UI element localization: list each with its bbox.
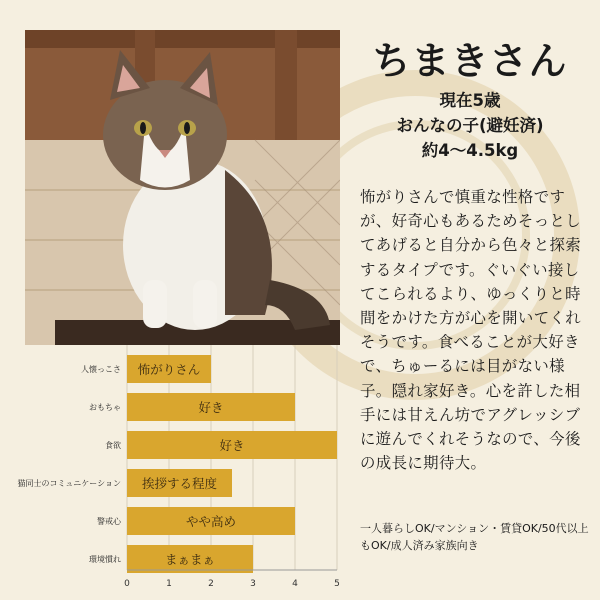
category-label: 環境慣れ xyxy=(89,555,121,564)
cat-description: 怖がりさんで慎重な性格ですが、好奇心もあるためそっとしてあげると自分から色々と探索するタイプです。ぐいぐい接してこられるより、ゆっくりと時間をかけた方が心を開いてくれそうです。食べることが大好きで、ちゅーるには目がない様子。隠れ家好き。心を許した相手には甘えん坊でアグレッシブに遊んでくれそうなので、今後の成長に期待大。 xyxy=(360,188,582,473)
cat-sex: おんなの子(避妊済) xyxy=(396,116,544,135)
bar-value-label: 挨拶する程度 xyxy=(141,476,218,491)
personality-bar-chart xyxy=(0,345,350,600)
bar-value-label: まぁまぁ xyxy=(164,552,216,567)
cat-name: ちまきさん xyxy=(372,39,568,83)
x-tick-label: 2 xyxy=(208,579,214,589)
bar-value-label: 好き xyxy=(198,400,224,415)
cat-photo xyxy=(25,30,340,345)
category-label: 警戒心 xyxy=(97,517,121,526)
cat-weight: 約4〜4.5kg xyxy=(421,141,519,160)
bar-value-label: やや高め xyxy=(185,514,237,529)
category-label: 猫同士のコミュニケーション xyxy=(17,479,121,488)
x-tick-label: 4 xyxy=(292,579,298,589)
category-label: 人懐っこさ xyxy=(81,365,121,374)
x-tick-label: 5 xyxy=(334,579,340,589)
category-label: 食欲 xyxy=(105,441,121,450)
cat-age: 現在5歳 xyxy=(439,91,501,110)
bar-value-label: 好き xyxy=(219,438,245,453)
x-tick-label: 1 xyxy=(166,579,172,589)
category-label: おもちゃ xyxy=(89,403,121,412)
cat-info xyxy=(350,88,590,163)
x-tick-label: 3 xyxy=(250,579,256,589)
x-tick-label: 0 xyxy=(124,579,130,589)
bar-value-label: 怖がりさん xyxy=(137,362,201,377)
adoption-conditions: 一人暮らしOK/マンション・賃貸OK/50代以上もOK/成人済み家族向き xyxy=(360,522,589,552)
